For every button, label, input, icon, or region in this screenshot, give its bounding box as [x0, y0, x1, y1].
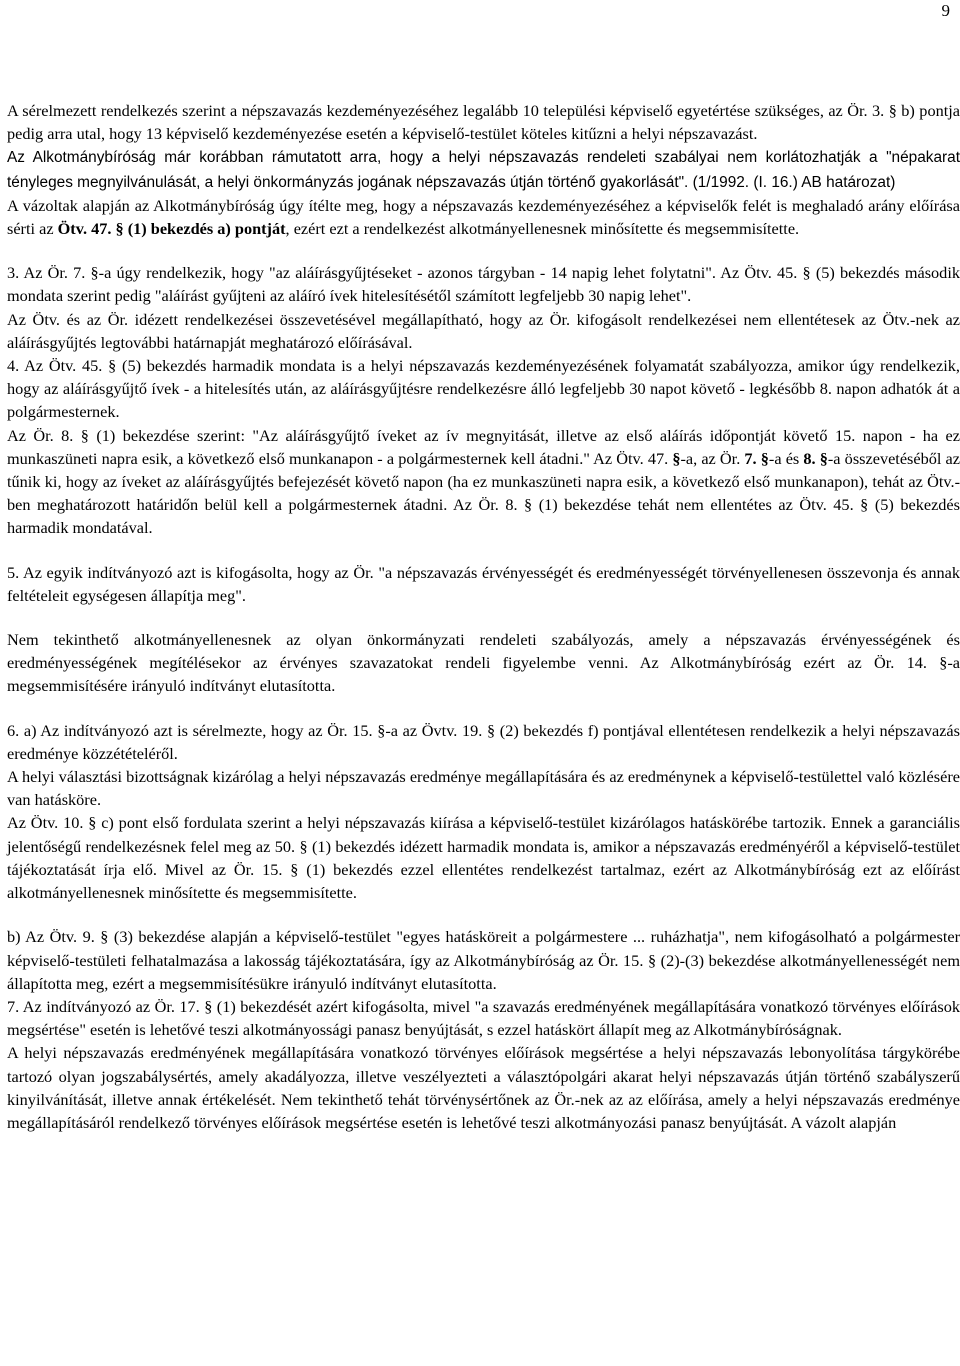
- text-span: Az Ötv. és az Ör. idézett rendelkezései összevetésével megállapítható, hogy az Ör. kifogásolt rendelkezései nem ellentétesek az Ötv.-nek az aláírásgyűjtés legtovábbi határnapját meghatározó előírásával.: [7, 309, 960, 352]
- paragraph: [7, 261, 960, 307]
- paragraph: [7, 765, 960, 811]
- text-span: A sérelmezett rendelkezés szerint a népszavazás kezdeményezéséhez legalább 10 települési képviselő egyetértése szükséges, az Ör. 3. § b) pontja pedig arra utal, hogy 13 képviselő kezdeményezése esetén a képviselő-testület köteles kitűzni a helyi népszavazást.: [7, 101, 960, 144]
- paragraph: [7, 194, 960, 240]
- text-span: A vázoltak alapján az Alkotmánybíróság úgy ítélte meg, hogy a népszavazás kezdeményezéséhez a képviselők felét is meghaladó arány előírása sérti az: [7, 195, 960, 239]
- paragraph: [7, 811, 960, 904]
- paragraph: [7, 99, 960, 145]
- text-span: A helyi választási bizottságnak kizárólag a helyi népszavazás eredménye megállapítására és az eredménynek a képviselő-testülettel való közlésére van hatásköre.: [7, 767, 960, 810]
- bold-text-span: 7. §: [744, 448, 769, 468]
- text-span: 6. a) Az indítványozó azt is sérelmezte, hogy az Ör. 15. §-a az Övtv. 19. § (2) bekezdés f) pontjával ellentétesen rendelkezik a helyi népszavazás eredménye közzétételéről.: [7, 720, 960, 763]
- text-span: -a összevetéséből az tűnik ki, hogy az íveket az aláírásgyűjtés befejezését követő napon (ha ez munkaszüneti napra esik, a következő első munkanapon), tehát az Ötv.-ben meghatározott határidőn belül kell a polgármesternek átadni. Az Ör. 8. § (1) bekezdése tehát nem ellentétes az Ötv. 45. § (5) bekezdés harmadik mondatával.: [7, 448, 960, 538]
- paragraph: [7, 424, 960, 540]
- paragraph-gap: [7, 698, 960, 719]
- paragraph: [7, 354, 960, 424]
- paragraph-gap: [7, 904, 960, 925]
- text-span: Az Ötv. 10. § c) pont első fordulata szerint a helyi népszavazás kiírása a képviselő-testület kizárólagos hatáskörébe tartozik. Ennek a garanciális jelentőségű rendelkezésnek felel meg az 50. § (1) bekezdés idézett harmadik mondata is, amikor a népszavazás eredményéről a képviselő-testület tájékoztatását írja elő. Mivel az Ör. 15. § (1) bekezdés ezzel ellentétes rendelkezést tartalmaz, ezért az Alkotmánybíróság ezt az előírást alkotmányellenesnek minősítette és megsemmisítette.: [7, 813, 960, 903]
- text-span: 3. Az Ör. 7. §-a úgy rendelkezik, hogy "az aláírásgyűjtéseket - azonos tárgyban - 14 napig lehet folytatni". Az Ötv. 45. § (5) bekezdés második mondata szerint pedig "aláírást gyűjteni az aláíró ívek hitelesítésétől számított legfeljebb 30 napig lehet".: [7, 263, 960, 306]
- page-number: 9: [941, 1, 950, 20]
- text-span: Az Alkotmánybíróság már korábban rámutatott arra, hogy a helyi népszavazás rendeleti szabályai nem korlátozhatják a "népakarat tényleges megnyilvánulását, a helyi önkormányzás jogának népszavazás útján történő gyakorlását". (1/1992. (I. 16.) AB határozat): [7, 149, 960, 191]
- text-span: 5. Az egyik indítványozó azt is kifogásolta, hogy az Ör. "a népszavazás érvényességét és eredményességét törvényellenesen összevonja és annak feltételeit egységesen állapítja meg".: [7, 562, 960, 605]
- paragraph-gap: [7, 240, 960, 261]
- paragraph: [7, 719, 960, 765]
- text-span: -a és: [768, 448, 804, 468]
- bold-text-span: §: [672, 448, 681, 468]
- text-span: 4. Az Ötv. 45. § (5) bekezdés harmadik mondata is a helyi népszavazás kezdeményezésének folyamatát szabályozza, amikor úgy rendelkezik, hogy az aláírásgyűjtő ívek - a hitelesítés után, az aláírásgyűjtésre rendelkezésre álló legfeljebb 30 napot követő - legkésőbb 8. napon adhatók át a polgármesternek.: [7, 356, 960, 422]
- paragraph-gap: [7, 540, 960, 561]
- text-span: b) Az Ötv. 9. § (3) bekezdése alapján a képviselő-testület "egyes hatásköreit a polgármestere ... ruházhatja", nem kifogásolható a polgármester képviselő-testületi felhatalmazása a lakosság tájékoztatására, így az Alkotmánybíróság az Ör. 15. § (2)-(3) bekezdése alkotmányellenességét nem állapította meg, ezért a megsemmisítésükre irányuló indítványt elutasította.: [7, 927, 960, 993]
- bold-text-span: 8. §: [803, 448, 828, 468]
- document-body: [7, 99, 960, 1134]
- paragraph: [7, 308, 960, 354]
- text-span: Az Ör. 8. § (1) bekezdése szerint: "Az aláírásgyűjtő íveket az ív megnyitását, illetve az első aláírás időpontját követő 15. napon - ha ez munkaszüneti napra esik, a következő első munkanapon - a polgármesternek kell átadni." Az Ötv. 47.: [7, 425, 960, 468]
- text-span: Nem tekinthető alkotmányellenesnek az olyan önkormányzati rendeleti szabályozás, amely a népszavazás érvényességének és eredményességének megítélésekor az érvényes szavazatokat rendeli figyelembe venni. Az Alkotmánybíróság ezért az Ör. 14. §-a megsemmisítésére irányuló indítványt elutasította.: [7, 630, 960, 696]
- paragraph: [7, 925, 960, 995]
- paragraph: [7, 995, 960, 1041]
- paragraph-gap: [7, 607, 960, 628]
- text-span: -a, az Ör.: [680, 448, 745, 468]
- text-span: , ezért ezt a rendelkezést alkotmányellenesnek minősítette és megsemmisítette.: [285, 219, 800, 239]
- paragraph: [7, 561, 960, 607]
- bold-text-span: Ötv. 47. § (1) bekezdés a) pontját: [57, 219, 286, 239]
- text-span: A helyi népszavazás eredményének megállapítására vonatkozó törvényes előírások megsértése a helyi népszavazás lebonyolítása tárgykörébe tartozó olyan jogszabálysértés, amely akadályozza, illetve veszélyezteti a választópolgári akarat helyi népszavazás útján történő szabályszerű kinyilvánítását, illetve annak értékelését. Nem tekinthető tehát törvénysértőnek az Ör.-nek az az előírása, amely a helyi népszavazás eredménye megállapításáról rendelkező törvényes előírások megsértése esetén is lehetővé teszi alkotmányozási panasz benyújtását. A vázolt alapján: [7, 1043, 960, 1132]
- paragraph: [7, 628, 960, 698]
- paragraph: [7, 1041, 960, 1134]
- text-span: 7. Az indítványozó az Ör. 17. § (1) bekezdését azért kifogásolta, mivel "a szavazás eredményének megállapítására vonatkozó törvényes előírások megsértése" esetén is lehetővé teszi alkotmányossági panasz benyújtását, s ezzel hatáskört állapít meg az Alkotmánybíróságnak.: [7, 996, 960, 1040]
- paragraph: [7, 145, 960, 193]
